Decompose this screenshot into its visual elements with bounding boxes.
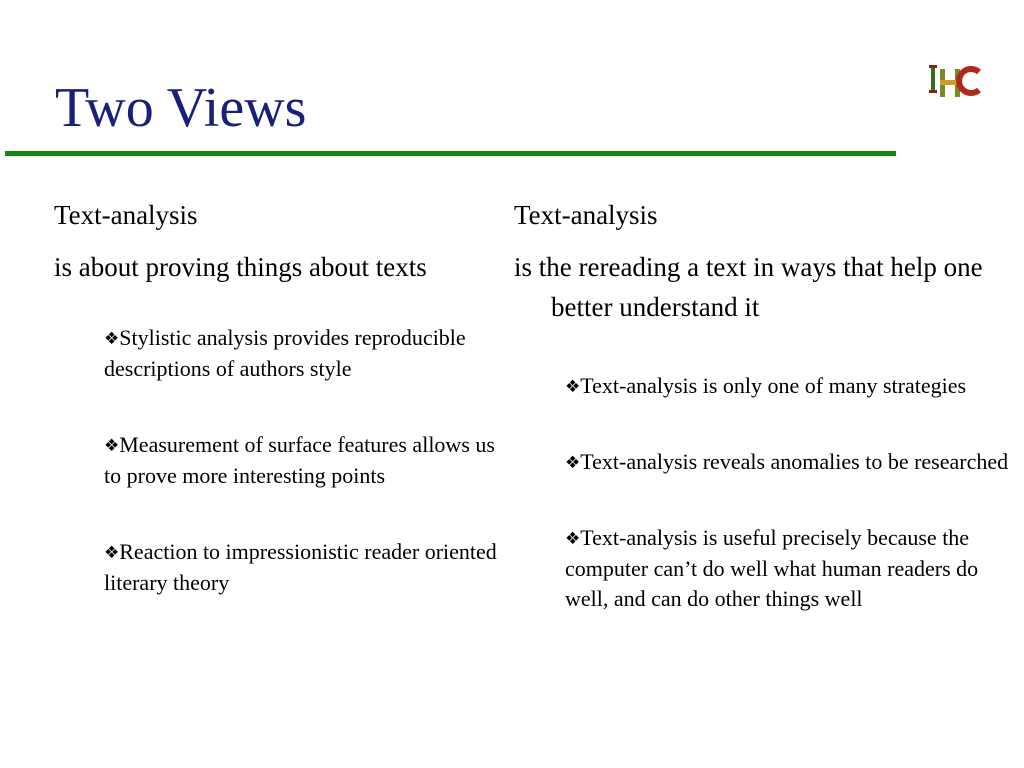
bullet-text: Text-analysis is useful precisely because the computer can’t do well what human readers do well, and can do other things well	[565, 525, 979, 611]
diamond-bullet-icon: ❖	[565, 377, 581, 397]
title-divider	[5, 151, 896, 156]
left-column-heading: Text-analysis	[54, 200, 198, 230]
right-column-lead: is the rereading a text in ways that help one better understand it	[514, 252, 983, 322]
right-column	[514, 197, 1019, 659]
list-item	[104, 537, 504, 598]
left-bullet-list	[54, 323, 504, 598]
right-bullet-list	[514, 371, 1019, 614]
list-item	[104, 323, 504, 384]
list-item	[565, 523, 1019, 614]
list-item	[565, 447, 1019, 478]
left-column	[54, 197, 504, 644]
bullet-text: Measurement of surface features allows us to prove more interesting points	[104, 432, 495, 488]
bullet-text: Text-analysis is only one of many strategies	[580, 373, 967, 398]
diamond-bullet-icon: ❖	[565, 453, 581, 473]
bullet-text: Stylistic analysis provides reproducible descriptions of authors style	[104, 325, 466, 381]
diamond-bullet-icon: ❖	[104, 436, 120, 456]
diamond-bullet-icon: ❖	[565, 529, 581, 549]
diamond-bullet-icon: ❖	[104, 543, 120, 563]
bullet-text: Text-analysis reveals anomalies to be researched	[580, 449, 1009, 474]
left-column-lead: is about proving things about texts	[54, 252, 427, 282]
list-item	[565, 371, 1019, 402]
diamond-bullet-icon: ❖	[104, 329, 120, 349]
bullet-text: Reaction to impressionistic reader oriented literary theory	[104, 539, 497, 595]
list-item	[104, 430, 504, 491]
slide-title: Two Views	[55, 77, 307, 139]
ihc-logo	[928, 60, 984, 100]
right-column-heading: Text-analysis	[514, 200, 658, 230]
